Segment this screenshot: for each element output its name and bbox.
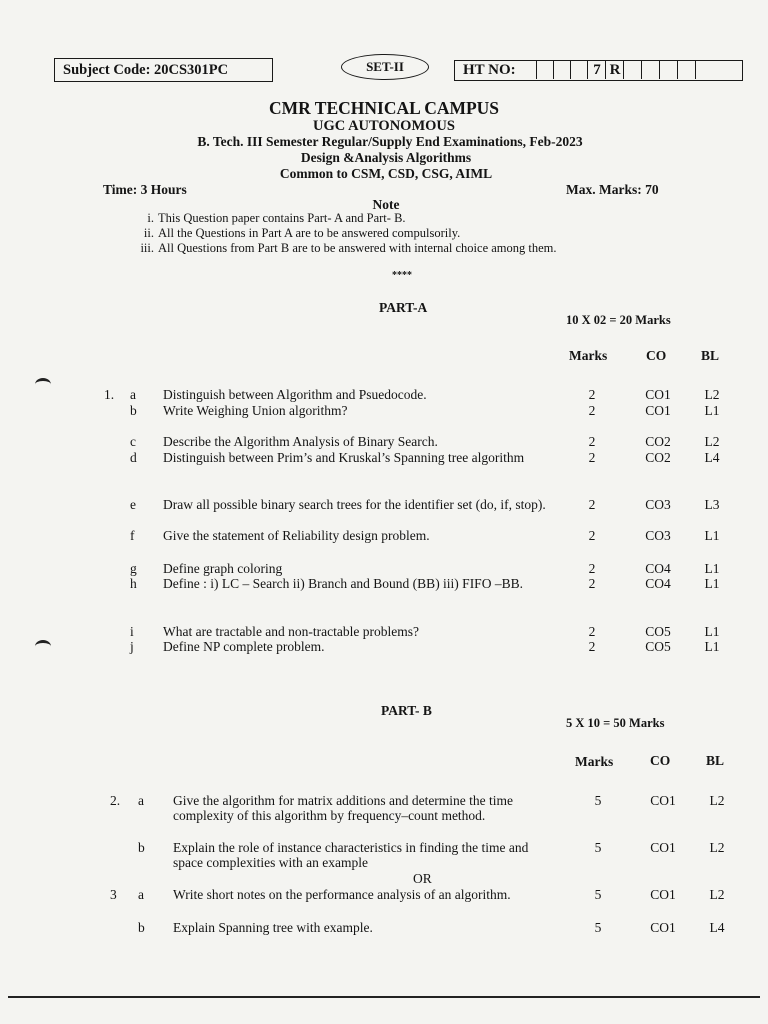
question-bl: L4	[704, 450, 720, 465]
ht-digit-cell	[677, 61, 696, 79]
set-badge	[341, 54, 429, 80]
part-a-marks-scheme: 10 X 02 = 20 Marks	[566, 313, 671, 327]
ht-digit-cell	[659, 61, 678, 79]
question-sub-label: i	[130, 624, 134, 639]
question-co: CO5	[645, 624, 671, 639]
question-marks: 2	[588, 434, 596, 449]
ht-digit-cell: R	[605, 61, 624, 79]
course-title: Design &Analysis Algorithms	[300, 150, 472, 165]
question-sub-label: g	[130, 561, 137, 576]
ht-digit-cell	[570, 61, 588, 79]
page-bottom-rule	[8, 996, 760, 998]
question-marks: 2	[588, 450, 596, 465]
question-text: Define graph coloring	[163, 561, 283, 576]
max-marks: Max. Marks: 70	[566, 182, 659, 197]
subject-code: Subject Code: 20CS301PC	[63, 62, 229, 78]
note-title: Note	[372, 197, 400, 212]
question-co: CO2	[645, 450, 671, 465]
question-bl: L1	[704, 403, 720, 418]
question-number: 1.	[104, 387, 115, 402]
ht-label: HT NO:	[463, 62, 516, 78]
question-bl: L3	[704, 497, 720, 512]
question-bl: L4	[709, 920, 725, 935]
note-item-text: All the Questions in Part A are to be answered compulsorily.	[158, 226, 461, 240]
question-text: Write short notes on the performance analysis of an algorithm.	[173, 887, 511, 902]
question-co: CO2	[645, 434, 671, 449]
question-co: CO4	[645, 561, 671, 576]
question-co: CO1	[645, 403, 671, 418]
part-b-marks-scheme: 5 X 10 = 50 Marks	[566, 716, 665, 730]
question-bl: L1	[704, 639, 720, 654]
common-branches: Common to CSM, CSD, CSG, AIML	[279, 166, 493, 181]
question-marks: 5	[594, 793, 602, 808]
question-text: Define NP complete problem.	[163, 639, 325, 654]
punch-hole-mark	[35, 378, 51, 391]
part-a-title: PART-A	[379, 300, 428, 315]
part-a-col-co: CO	[646, 348, 667, 363]
question-co: CO1	[650, 840, 676, 855]
subject-code-box	[54, 58, 273, 82]
question-text: Explain the role of instance characteristics in finding the time and space complexities with an example	[173, 840, 529, 870]
ht-digit-cell: 7	[587, 61, 606, 79]
ht-digit-cell	[641, 61, 660, 79]
question-marks: 2	[588, 561, 596, 576]
question-co: CO3	[645, 528, 671, 543]
question-bl: L2	[709, 840, 725, 855]
question-sub-label: f	[130, 528, 135, 543]
question-marks: 5	[594, 840, 602, 855]
question-marks: 2	[588, 497, 596, 512]
separator: ****	[392, 270, 412, 281]
question-sub-label: e	[130, 497, 136, 512]
question-marks: 5	[594, 887, 602, 902]
question-text: Give the statement of Reliability design problem.	[163, 528, 430, 543]
question-bl: L1	[704, 561, 720, 576]
ht-digit-cell	[623, 61, 642, 79]
part-a-col-marks: Marks	[569, 348, 608, 363]
ht-number-box	[454, 60, 743, 81]
part-b-col-marks: Marks	[575, 754, 614, 769]
question-bl: L2	[709, 793, 725, 808]
question-co: CO4	[645, 576, 671, 591]
question-marks: 2	[588, 528, 596, 543]
question-co: CO1	[650, 793, 676, 808]
part-b-col-co: CO	[650, 753, 671, 768]
question-bl: L2	[709, 887, 725, 902]
question-text: Give the algorithm for matrix additions and determine the time complexity of this algorithm by frequency–count method.	[173, 793, 514, 823]
note-item-number: ii.	[143, 226, 154, 240]
part-a-col-bl: BL	[701, 348, 720, 363]
question-marks: 2	[588, 576, 596, 591]
question-sub-label: a	[130, 387, 136, 402]
note-item-text: All Questions from Part B are to be answered with internal choice among them.	[158, 241, 557, 255]
question-text: Define : i) LC – Search ii) Branch and Bound (BB) iii) FIFO –BB.	[163, 576, 523, 591]
exam-time: Time: 3 Hours	[103, 182, 187, 197]
question-sub-label: d	[130, 450, 137, 465]
question-sub-label: c	[130, 434, 136, 449]
question-sub-label: b	[138, 920, 145, 935]
question-text: Distinguish between Prim’s and Kruskal’s Spanning tree algorithm	[163, 450, 525, 465]
question-sub-label: j	[130, 639, 134, 654]
punch-hole-mark	[35, 640, 51, 653]
question-text: Draw all possible binary search trees for the identifier set (do, if, stop).	[163, 497, 546, 512]
note-item-number: iii.	[140, 241, 154, 255]
or-label: OR	[413, 871, 432, 886]
question-number: 3	[110, 887, 117, 902]
question-text: Describe the Algorithm Analysis of Binary Search.	[163, 434, 438, 449]
institution-name: CMR TECHNICAL CAMPUS	[268, 98, 500, 118]
question-bl: L1	[704, 576, 720, 591]
institution-status: UGC AUTONOMOUS	[313, 118, 455, 134]
question-sub-label: b	[130, 403, 137, 418]
question-sub-label: b	[138, 840, 145, 855]
question-marks: 5	[594, 920, 602, 935]
part-b-title: PART- B	[381, 703, 432, 718]
question-bl: L2	[704, 434, 720, 449]
question-bl: L1	[704, 528, 720, 543]
question-sub-label: h	[130, 576, 137, 591]
ht-digit-cell	[553, 61, 571, 79]
question-co: CO1	[650, 920, 676, 935]
question-bl: L2	[704, 387, 720, 402]
part-b-col-bl: BL	[706, 753, 725, 768]
note-item-number: i.	[147, 211, 154, 225]
question-co: CO1	[650, 887, 676, 902]
question-number: 2.	[110, 793, 121, 808]
question-co: CO5	[645, 639, 671, 654]
question-co: CO1	[645, 387, 671, 402]
exam-title: B. Tech. III Semester Regular/Supply End Examinations, Feb-2023	[197, 134, 583, 149]
ht-digit-cell	[695, 61, 743, 79]
question-marks: 2	[588, 639, 596, 654]
question-bl: L1	[704, 624, 720, 639]
question-sub-label: a	[138, 793, 144, 808]
question-co: CO3	[645, 497, 671, 512]
note-item-text: This Question paper contains Part- A and Part- B.	[158, 211, 406, 225]
question-text: Write Weighing Union algorithm?	[163, 403, 348, 418]
question-text: What are tractable and non-tractable problems?	[163, 624, 419, 639]
ht-digit-cell	[536, 61, 554, 79]
question-marks: 2	[588, 624, 596, 639]
question-marks: 2	[588, 387, 596, 402]
question-text: Distinguish between Algorithm and Psuedocode.	[163, 387, 427, 402]
question-sub-label: a	[138, 887, 144, 902]
question-marks: 2	[588, 403, 596, 418]
question-text: Explain Spanning tree with example.	[173, 920, 373, 935]
set-label: SET-II	[366, 59, 404, 74]
